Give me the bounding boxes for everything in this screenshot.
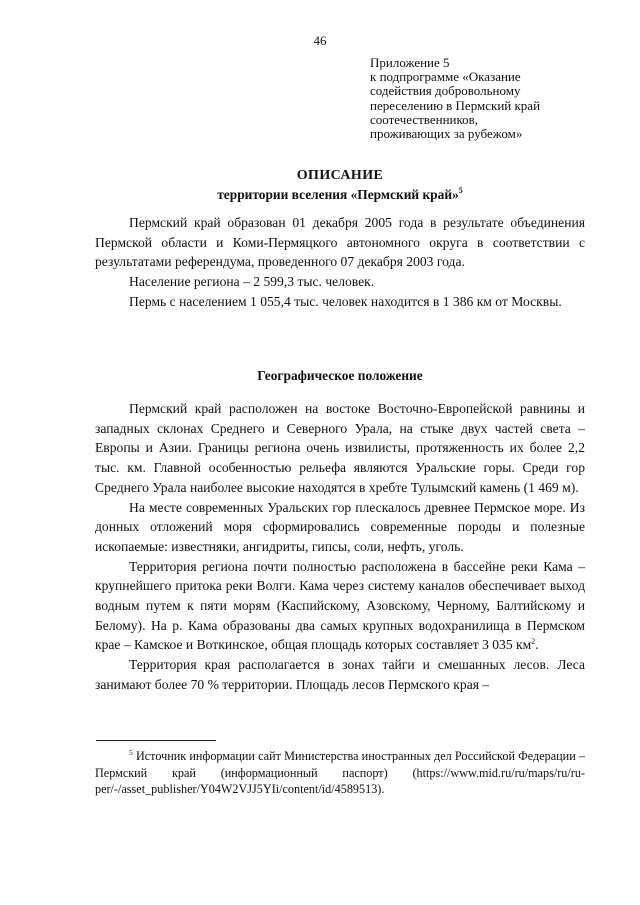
kama-text: Территория региона почти полностью расположена в бассейне реки Кама – крупнейшего притока реки Волги. Кама через систему каналов обеспечивает выход водным путем к пяти морям (Каспийскому, Азовскому, Черному, Балтийскому и Белому). На р. Кама образованы два самых крупных водохранилища в Пермском крае – Камское и Воткинское, общая площадь которых составляет 3 035 км bbox=[95, 558, 585, 653]
paragraph-population: Население региона – 2 599,3 тыс. человек. bbox=[129, 274, 375, 290]
appendix-line: переселению в Пермский край bbox=[370, 97, 541, 113]
footnote-reference: 5 bbox=[458, 186, 463, 195]
paragraph-kama-river bbox=[95, 557, 585, 656]
appendix-line: Приложение 5 bbox=[370, 55, 450, 70]
appendix-header bbox=[370, 56, 620, 141]
paragraph-location: Пермский край расположен на востоке Восточно-Европейской равнины и западных склонах Среднего и Северного Урала, на стыке двух частей света – Европы и Азии. Границы региона очень извилисты, протяженность их более 2,2 тыс. км. Главной особенностью рельефа являются Уральские горы. Среди гор Среднего Урала наиболее высокие находятся в хребте Тулымский камень (1 469 м). bbox=[95, 401, 585, 495]
paragraph-ancient-sea: На месте современных Уральских гор плескалось древнее Пермское море. Из донных отложений моря сформировались современные породы и полезные ископаемые: известняки, ангидриты, гипсы, соли, нефть, уголь. bbox=[95, 499, 585, 554]
appendix-line: к подпрограмме «Оказание bbox=[370, 69, 521, 85]
kama-end: . bbox=[535, 637, 539, 653]
intro-section bbox=[95, 213, 585, 312]
section-heading: Географическое положение bbox=[257, 368, 423, 383]
paragraph-forests: Территория края располагается в зонах тайги и смешанных лесов. Леса занимают более 70 % территории. Площадь лесов Пермского края – bbox=[95, 657, 585, 692]
subtitle-text: территории вселения «Пермский край» bbox=[217, 187, 459, 202]
footnote-number: 5 bbox=[129, 748, 133, 757]
geography-section bbox=[95, 399, 585, 695]
footnote-text: Источник информации сайт Министерства иностранных дел Российской Федерации – Пермский край (информационный паспорт) (https://www.mid.ru/ru/maps/ru/ru-per/-/asset_publisher/Y04W2VJJ5YIi/content/id/4589513). bbox=[95, 749, 585, 796]
document-subtitle bbox=[0, 187, 640, 203]
square-superscript: 2 bbox=[531, 637, 536, 647]
footnote-divider bbox=[96, 740, 216, 741]
appendix-line: соотечественников, bbox=[370, 111, 479, 127]
paragraph-perm-distance: Пермь с населением 1 055,4 тыс. человек находится в 1 386 км от Москвы. bbox=[129, 293, 562, 309]
appendix-line: проживающих за рубежом» bbox=[370, 126, 523, 142]
page-number: 46 bbox=[313, 33, 327, 48]
footnote bbox=[95, 748, 585, 798]
appendix-line: содействия добровольному bbox=[370, 83, 521, 99]
paragraph-formation: Пермский край образован 01 декабря 2005 года в результате объединения Пермской области и Коми-Пермяцкого автономного округа в соответствии с результатами референдума, проведенного 07 декабря 2003 года. bbox=[95, 215, 585, 270]
footnote-paragraph bbox=[95, 748, 585, 798]
document-title: ОПИСАНИЕ bbox=[296, 168, 384, 183]
